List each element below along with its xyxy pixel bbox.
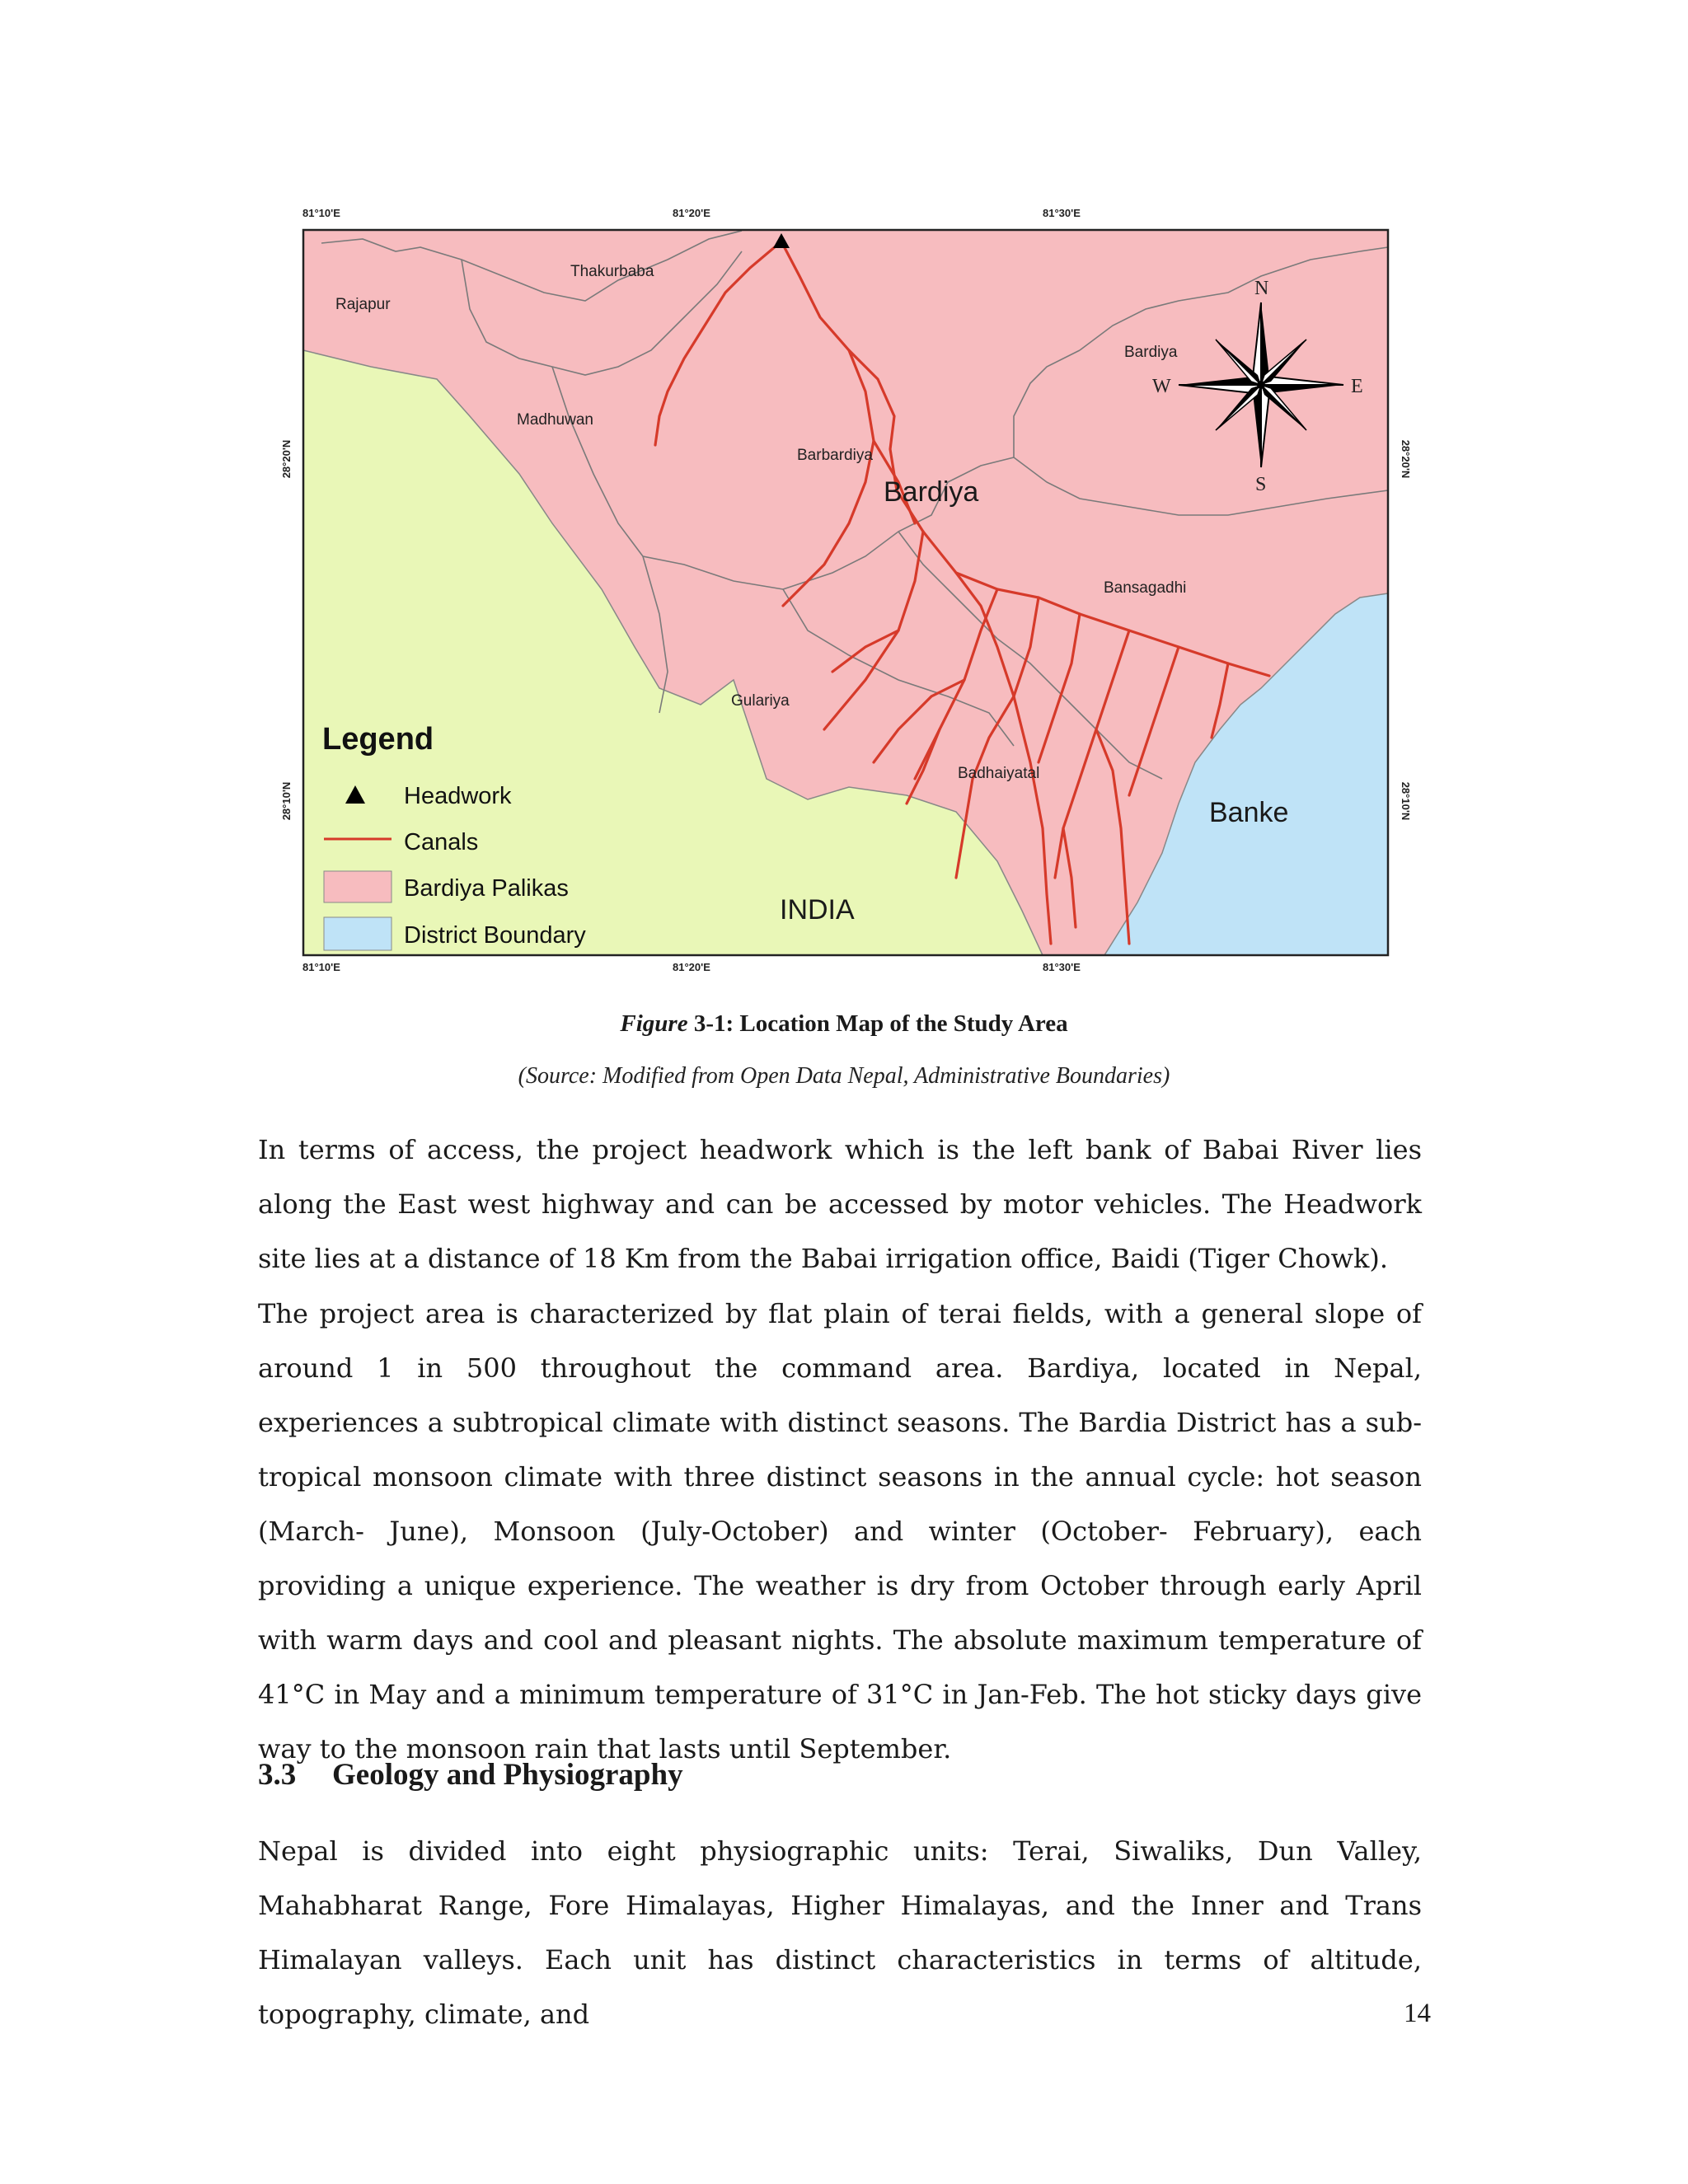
grid-label-left-2: 28°10'N: [280, 781, 293, 821]
grid-label-top-2: 81°20'E: [673, 207, 710, 219]
place-banke: Banke: [1209, 797, 1289, 828]
paragraph-physiography: Nepal is divided into eight physiographic units: Terai, Siwaliks, Dun Valley, Mahabharat Range, Fore Himalayas, Higher Himalayas, and the Inner and Trans Himalayan valleys. Each unit has distinct characteristics in terms of altitude, topography, climate, and: [258, 1835, 1422, 2030]
compass-w: W: [1152, 376, 1171, 397]
grid-label-right-2: 28°10'N: [1400, 781, 1412, 821]
grid-label-top-3: 81°30'E: [1043, 207, 1081, 219]
section-number: 3.3: [258, 1758, 297, 1792]
location-map: [272, 202, 1418, 977]
place-madhuwan: Madhuwan: [517, 411, 593, 429]
compass-e: E: [1351, 376, 1363, 397]
compass-s: S: [1255, 474, 1267, 495]
grid-label-right-1: 28°20'N: [1400, 439, 1412, 479]
compass-n: N: [1254, 278, 1269, 299]
legend-palikas-swatch: [324, 871, 392, 902]
place-bansagadhi: Bansagadhi: [1104, 579, 1187, 597]
map-body: [303, 230, 1388, 955]
legend-item-canals: Canals: [404, 829, 479, 855]
section-heading: [258, 1757, 683, 1793]
place-bardiya: Bardiya: [1124, 344, 1178, 361]
grid-label-bottom-3: 81°30'E: [1043, 961, 1081, 973]
figure-caption: [0, 1010, 1688, 1038]
location-map-figure: [272, 202, 1418, 977]
place-india: INDIA: [780, 894, 855, 926]
paragraph-access: In terms of access, the project headwork which is the left bank of Babai River lies along the East west highway and can be accessed by motor vehicles. The Headwork site lies at a distance of 18 Km from the Babai irrigation office, Baidi (Tiger Chowk).: [258, 1134, 1422, 1274]
figure-caption-text: 3-1: Location Map of the Study Area: [687, 1010, 1068, 1037]
place-gulariya: Gulariya: [731, 692, 790, 710]
legend-item-district: District Boundary: [404, 922, 586, 949]
place-thakurbaba: Thakurbaba: [570, 263, 654, 280]
figure-caption-word: Figure: [620, 1010, 688, 1037]
legend-item-palikas: Bardiya Palikas: [404, 875, 569, 902]
legend-item-headwork: Headwork: [404, 783, 512, 809]
grid-label-bottom-2: 81°20'E: [673, 961, 710, 973]
place-badhaiyatal: Badhaiyatal: [958, 765, 1040, 782]
page-number: 14: [1404, 1999, 1431, 2028]
legend-district-swatch: [324, 917, 392, 950]
place-barbardiya: Barbardiya: [797, 447, 873, 464]
paragraph-climate: The project area is characterized by flat plain of terai fields, with a general slope of around 1 in 500 throughout the command area. Bardiya, located in Nepal, experiences a subtropical climate with distinct seasons. The Bardia District has a sub-tropical monsoon climate with three distinct seasons in the annual cycle: hot season (March- June), Monsoon (July-October) and winter (October- February), each providing a unique experience. The weather is dry from October through early April with warm days and cool and pleasant nights. The absolute maximum temperature of 41°C in May and a minimum temperature of 31°C in Jan-Feb. The hot sticky days give way to the monsoon rain that lasts until September.: [258, 1298, 1422, 1765]
legend-title: Legend: [322, 722, 434, 757]
place-bardiya-district: Bardiya: [884, 476, 979, 508]
place-rajapur: Rajapur: [335, 296, 391, 313]
grid-label-left-1: 28°20'N: [280, 439, 293, 479]
grid-label-bottom-1: 81°10'E: [302, 961, 340, 973]
section-title: Geology and Physiography: [332, 1758, 683, 1792]
figure-source: (Source: Modified from Open Data Nepal, Administrative Boundaries): [518, 1063, 1170, 1089]
grid-label-top-1: 81°10'E: [302, 207, 340, 219]
